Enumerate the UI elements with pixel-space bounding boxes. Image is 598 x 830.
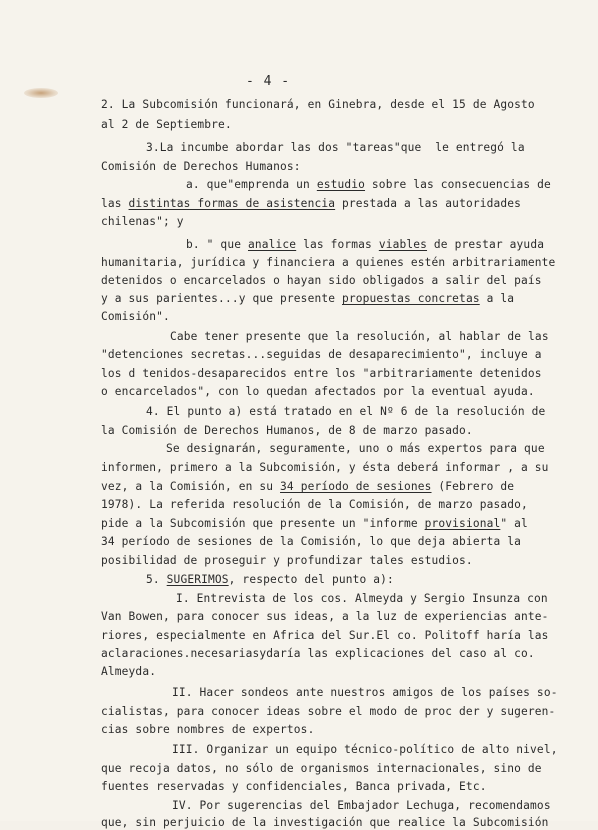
text-span: vez, a la Comisión, en su (101, 480, 281, 493)
text-line: IV. Por sugerencias del Embajador Lechuga, recomendamos (172, 799, 551, 812)
text-line: cias sobre nombres de expertos. (101, 723, 315, 736)
underlined-term: 34 período de sesiones (280, 480, 432, 493)
underlined-term: provisional (424, 517, 501, 530)
text-line: Comisión". (101, 310, 170, 323)
text-span: (Febrero de (431, 480, 515, 493)
text-line: Almeyda. (101, 665, 157, 678)
text-line: Comisión de Derechos Humanos: (101, 160, 301, 173)
text-span: 5. (146, 573, 167, 586)
text-span: las (101, 197, 129, 210)
text-line: detenidos o encarcelados o hayan sido obligados a salir del país (101, 274, 542, 287)
text-span: pide a la Subcomisión que presente un "informe (101, 517, 425, 530)
text-line: 3.La incumbe abordar las dos "tareas"que le entregó la (146, 141, 525, 154)
text-line (101, 480, 514, 494)
text-line (101, 517, 528, 531)
text-line: posibilidad de proseguir y profundizar tales estudios. (101, 554, 473, 567)
text-span: prestada a las autoridades (335, 197, 522, 210)
underlined-term: SUGERIMOS (166, 573, 229, 586)
text-line: 2. La Subcomisión funcionará, en Ginebra, desde el 15 de Agosto (101, 98, 535, 111)
text-line (101, 197, 521, 211)
text-span: y a sus parientes...y que presente (101, 292, 342, 305)
text-line (186, 238, 544, 252)
text-span: a la (479, 292, 515, 305)
underlined-term: propuestas concretas (342, 292, 480, 305)
text-line: II. Hacer sondeos ante nuestros amigos de los países so- (172, 686, 558, 699)
text-line: cialistas, para conocer ideas sobre el modo de proc der y sugeren- (101, 705, 556, 718)
text-line (101, 292, 514, 306)
text-line (186, 178, 551, 192)
text-line: I. Entrevista de los cos. Almeyda y Sergio Insunza con (176, 592, 548, 605)
text-line: 34 período de sesiones de la Comisión, lo que deja abierta la (101, 535, 522, 548)
text-span: , respecto del punto a): (228, 573, 394, 586)
text-line: chilenas"; y (101, 215, 184, 228)
underlined-term: estudio (316, 178, 366, 191)
text-line: 4. El punto a) está tratado en el Nº 6 de la resolución de (146, 405, 546, 418)
text-line (146, 573, 394, 587)
page-number: - 4 - (246, 74, 291, 89)
text-span: las formas (296, 238, 379, 251)
text-line: o encarcelados", con lo quedan afectados por la eventual ayuda. (101, 385, 535, 398)
text-line: los d tenidos-desaparecidos entre los "arbitrariamente detenidos (101, 367, 542, 380)
text-line: 1978). La referida resolución de la Comisión, de marzo pasado, (101, 498, 528, 511)
text-line: "detenciones secretas...seguidas de desaparecimiento", incluye a (101, 348, 542, 361)
text-line: Van Bowen, para conocer sus ideas, a la luz de experiencias ante- (101, 610, 549, 623)
text-line: aclaraciones.necesariasydaría las explicaciones del caso al co. (101, 647, 535, 660)
text-line: Cabe tener presente que la resolución, al hablar de las (170, 330, 549, 343)
text-line: informen, primero a la Subcomisión, y ésta deberá informar , a su (101, 461, 549, 474)
underlined-term: viables (378, 238, 428, 251)
text-line: humanitaria, jurídica y financiera a quienes estén arbitrariamente (101, 256, 556, 269)
underlined-term: analice (247, 238, 297, 251)
text-line: III. Organizar un equipo técnico-político de alto nivel, (172, 743, 558, 756)
ink-smudge (24, 88, 58, 98)
text-line: Se designarán, seguramente, uno o más expertos para que (166, 442, 545, 455)
text-line: al 2 de Septiembre. (101, 118, 232, 131)
underlined-term: distintas formas de asistencia (128, 197, 336, 210)
text-span: " al (500, 517, 528, 530)
text-span: a. que"emprenda un (186, 178, 317, 191)
text-line: la Comisión de Derechos Humanos, de 8 de marzo pasado. (101, 424, 473, 437)
text-line: que, sin perjuicio de la investigación que realice la Subcomisión (101, 816, 549, 829)
text-line: que recoja datos, no sólo de organismos internacionales, sino de (101, 762, 542, 775)
text-span: b. " que (186, 238, 248, 251)
text-span: de prestar ayuda (427, 238, 545, 251)
text-line: fuentes reservadas y confidenciales, Banca privada, Etc. (101, 780, 487, 793)
text-line: riores, especialmente en Africa del Sur.El co. Politoff haría las (101, 629, 549, 642)
text-span: sobre las consecuencias de (365, 178, 551, 191)
